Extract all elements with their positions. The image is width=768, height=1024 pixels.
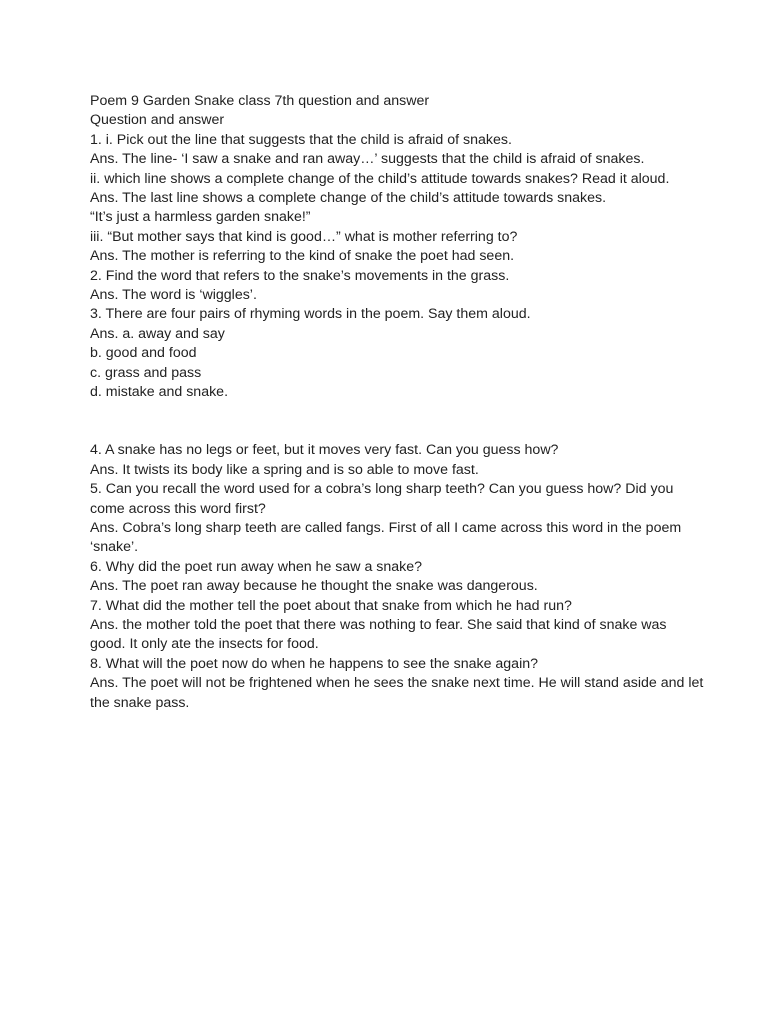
section-heading: Question and answer [90, 112, 225, 129]
answer-8: Ans. The poet will not be frightened when he sees the snake next time. He will stand aside and let the snake pass. [90, 675, 704, 711]
question-1-i: 1. i. Pick out the line that suggests that the child is afraid of snakes. [90, 131, 512, 148]
question-4: 4. A snake has no legs or feet, but it moves very fast. Can you guess how? [90, 442, 559, 459]
question-6: 6. Why did the poet run away when he saw a snake? [90, 558, 423, 575]
question-1-iii: iii. “But mother says that kind is good…” what is mother referring to? [90, 228, 518, 245]
answer-1-ii: Ans. The last line shows a complete change of the child’s attitude towards snakes. [90, 190, 607, 207]
question-1-ii: ii. which line shows a complete change of the child’s attitude towards snakes? Read it aloud. [90, 170, 670, 187]
document-body [90, 92, 705, 713]
answer-4: Ans. It twists its body like a spring and is so able to move fast. [90, 461, 479, 478]
question-5: 5. Can you recall the word used for a cobra’s long sharp teeth? Can you guess how? Did you come across this word first? [90, 481, 674, 517]
paragraph-gap [90, 403, 705, 442]
answer-1-iii: Ans. The mother is referring to the kind of snake the poet had seen. [90, 248, 515, 265]
answer-3-d: d. mistake and snake. [90, 384, 229, 401]
answer-2: Ans. The word is ‘wiggles’. [90, 287, 257, 304]
answer-1-i: Ans. The line- ‘I saw a snake and ran away…’ suggests that the child is afraid of snakes. [90, 151, 645, 168]
answer-5: Ans. Cobra’s long sharp teeth are called fangs. First of all I came across this word in the poem ‘snake’. [90, 519, 682, 556]
question-8: 8. What will the poet now do when he happens to see the snake again? [90, 655, 539, 672]
answer-6: Ans. The poet ran away because he thought the snake was dangerous. [90, 578, 538, 595]
answer-3-a: Ans. a. away and say [90, 325, 225, 342]
question-3: 3. There are four pairs of rhyming words in the poem. Say them aloud. [90, 306, 531, 323]
document-title: Poem 9 Garden Snake class 7th question and answer [90, 93, 430, 109]
question-2: 2. Find the word that refers to the snake’s movements in the grass. [90, 267, 510, 284]
answer-1-ii-quote: “It’s just a harmless garden snake!” [90, 209, 311, 226]
question-7: 7. What did the mother tell the poet about that snake from which he had run? [90, 597, 572, 614]
answer-7: Ans. the mother told the poet that there was nothing to fear. She said that kind of snake was good. It only ate the insects for food. [90, 616, 667, 653]
answer-3-b: b. good and food [90, 345, 197, 362]
answer-3-c: c. grass and pass [90, 364, 202, 381]
